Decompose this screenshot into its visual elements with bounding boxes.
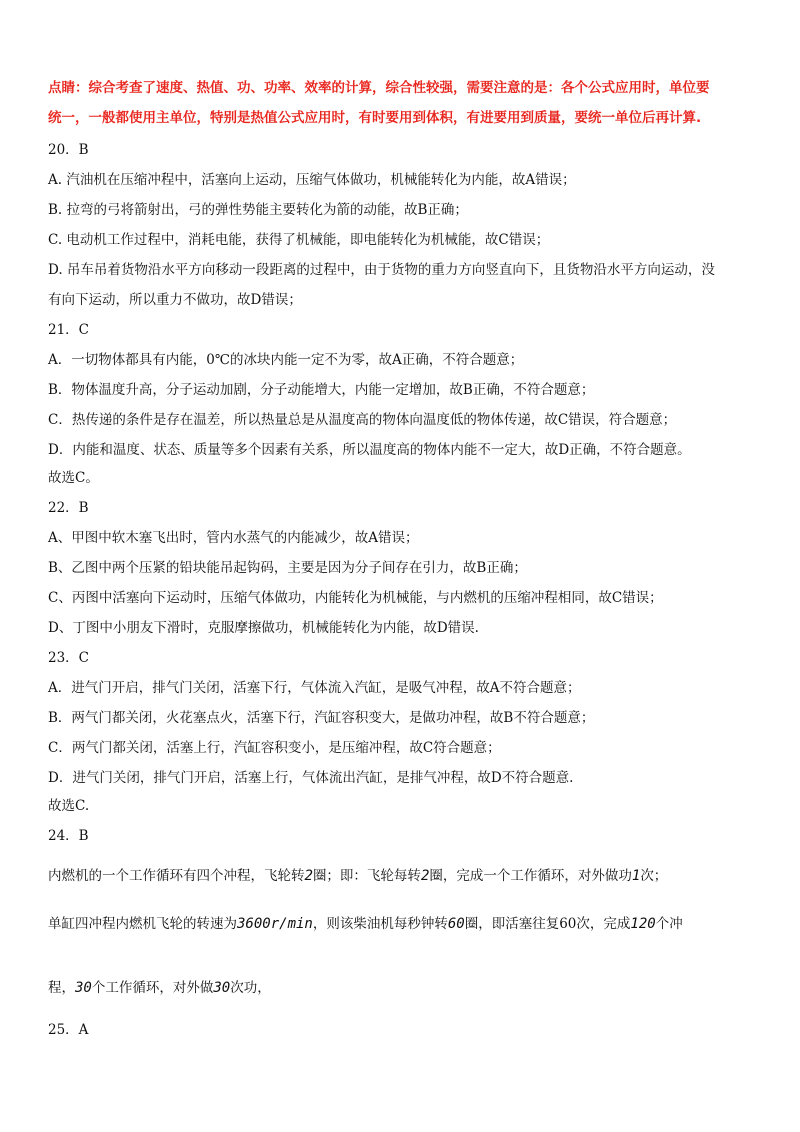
q24-p1-number: 2 (420, 868, 430, 884)
q23-heading: 23．C (48, 650, 90, 666)
q23-conclusion: 故选C. (48, 798, 90, 814)
q24-p2-number: 60 (447, 916, 465, 932)
tip-line-1: 点睛：综合考查了速度、热值、功、功率、效率的计算，综合性较强，需要注意的是：各个公式应用时，单位要 (48, 80, 710, 96)
q24-p3-text: 次功， (230, 980, 271, 996)
q24-p1-text: 内燃机的一个工作循环有四个冲程，飞轮转 (48, 868, 305, 884)
q20-option-b: B. 拉弯的弓将箭射出，弓的弹性势能主要转化为箭的动能，故B正确； (48, 202, 468, 218)
tip-line-2: 统一，一般都使用主单位，特别是热值公式应用时，有时要用到体积，有进要用到质量，要统一单位后再计算. (48, 110, 702, 126)
q24-p2-number: 3600r/min (237, 916, 313, 932)
q25-heading: 25．A (48, 1022, 89, 1038)
q22-option-c: C、丙图中活塞向下运动时，压缩气体做功，内能转化为机械能，与内燃机的压缩冲程相同，故C错误； (48, 590, 663, 606)
q24-p3-text: 个工作循环，对外做 (91, 980, 214, 996)
q23-option-a: A．进气门开启，排气门关闭，活塞下行，气体流入汽缸，是吸气冲程，故A不符合题意； (48, 680, 581, 696)
q24-p3-text: 程， (48, 980, 75, 996)
q23-option-c: C．两气门都关闭，活塞上行，汽缸容积变小，是压缩冲程，故C符合题意； (48, 740, 501, 756)
q22-option-a: A、甲图中软木塞飞出时，管内水蒸气的内能减少，故A错误； (48, 530, 419, 546)
q24-p1-text: 圈；即：飞轮每转 (312, 868, 421, 884)
q22-option-d: D、丁图中小朋友下滑时，克服摩擦做功，机械能转化为内能，故D错误. (48, 620, 479, 636)
q24-p2-text: 个冲 (655, 916, 683, 932)
q23-option-d: D．进气门关闭，排气门开启，活塞上行，气体流出汽缸，是排气冲程，故D不符合题意. (48, 770, 574, 786)
q24-p1-number: 2 (304, 868, 313, 884)
q21-option-d: D．内能和温度、状态、质量等多个因素有关系，所以温度高的物体内能不一定大，故D正确，不符合题意。 (48, 442, 691, 458)
q23-option-b: B．两气门都关闭，火花塞点火，活塞下行，汽缸容积变大，是做功冲程，故B不符合题意； (48, 710, 595, 726)
q24-p2-text: 圈，即活塞往复60次，完成 (464, 916, 631, 932)
q24-p2-number: 120 (630, 916, 656, 932)
q24-p2-text: 单缸四冲程内燃机飞轮的转速为 (48, 916, 237, 932)
q21-option-b: B．物体温度升高，分子运动加剧，分子动能增大，内能一定增加，故B正确，不符合题意； (48, 382, 595, 398)
q24-paragraph-1 (48, 864, 760, 884)
q21-conclusion: 故选C。 (48, 470, 99, 486)
q22-option-b: B、乙图中两个压紧的铅块能吊起钩码，主要是因为分子间存在引力，故B正确； (48, 560, 527, 576)
q21-option-c: C．热传递的条件是存在温差，所以热量总是从温度高的物体向温度低的物体传递，故C错误，符合题意； (48, 412, 677, 428)
q22-heading: 22．B (48, 500, 89, 516)
q20-option-d-line2: 有向下运动，所以重力不做功，故D错误； (48, 292, 302, 308)
q24-heading: 24．B (48, 828, 89, 844)
q20-option-c: C. 电动机工作过程中，消耗电能，获得了机械能，即电能转化为机械能，故C错误； (48, 232, 550, 248)
q20-option-d-line1: D. 吊车吊着货物沿水平方向移动一段距离的过程中，由于货物的重力方向竖直向下，且货物沿水平方向运动，没 (48, 262, 715, 278)
q24-p1-text: 次； (640, 868, 668, 884)
q24-p3-number: 30 (75, 980, 92, 996)
q24-paragraph-2 (48, 912, 760, 932)
q24-paragraph-3 (48, 976, 760, 996)
q24-p3-number: 30 (213, 980, 231, 996)
q20-heading: 20．B (48, 142, 89, 158)
q24-p1-text: 圈，完成一个工作循环，对外做功 (429, 868, 632, 884)
q24-p2-text: ，则该柴油机每秒钟转 (312, 916, 448, 932)
q20-option-a: A. 汽油机在压缩冲程中，活塞向上运动，压缩气体做功，机械能转化为内能，故A错误； (48, 172, 576, 188)
q21-heading: 21．C (48, 322, 90, 338)
q21-option-a: A．一切物体都具有内能，0℃的冰块内能一定不为零，故A正确，不符合题意； (48, 352, 524, 368)
q24-p1-number: 1 (631, 868, 641, 884)
